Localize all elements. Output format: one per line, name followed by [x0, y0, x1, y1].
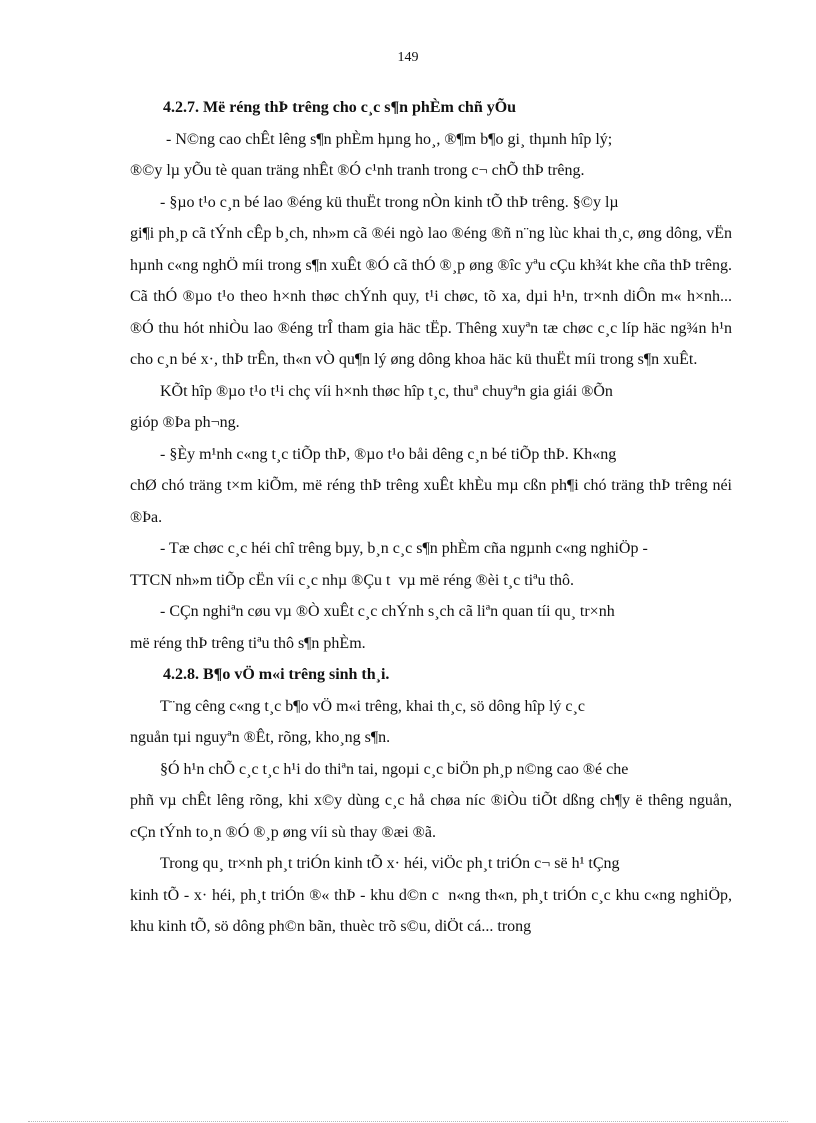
document-body — [130, 92, 732, 943]
paragraph-first-line: Trong qu¸ tr×nh ph¸t triÓn kinh tÕ x· héi, viÖc ph¸t triÓn c¬ së h¹ tÇng — [160, 855, 620, 872]
section-heading-4-2-8: 4.2.8. B¶o vÖ m«i trêng sinh th¸i. — [163, 666, 390, 683]
paragraph — [160, 596, 732, 628]
paragraph-first-line: KÕt hîp ®µo t¹o t¹i chç víi h×nh thøc hîp t¸c, thuª chuyªn gia giái ®Õn — [160, 382, 613, 400]
paragraph-first-line: - §Èy m¹nh c«ng t¸c tiÕp thÞ, ®µo t¹o båi dêng c¸n bé tiÕp thÞ. Kh«ng — [160, 445, 617, 463]
paragraph — [160, 187, 732, 219]
paragraph — [160, 124, 732, 156]
paragraph-continuation: chØ chó träng t×m kiÕm, më réng thÞ trêng xuÊt khÈu mµ cßn ph¶i chó träng thÞ trêng néi ®Þa. — [130, 477, 732, 526]
paragraph-continuation: phñ vµ chÊt lêng rõng, khi x©y dùng c¸c hå chøa níc ®iÒu tiÕt dßng ch¶y ë thêng nguån, cÇn tÝnh to¸n ®Ó ®¸p øng víi sù thay ®æi ®ã. — [130, 792, 732, 841]
paragraph-first-line: - §µo t¹o c¸n bé lao ®éng kü thuËt trong nÒn kinh tÕ thÞ trêng. §©y lµ — [160, 193, 619, 211]
paragraph-continuation: ®©y lµ yÕu tè quan träng nhÊt ®Ó c¹nh tranh trong c¬ chÕ thÞ trêng. — [130, 162, 585, 179]
paragraph — [160, 691, 732, 723]
paragraph-continuation: më réng thÞ trêng tiªu thô s¶n phÈm. — [130, 634, 366, 652]
paragraph-continuation: nguån tµi nguyªn ®Êt, rõng, kho¸ng s¶n. — [130, 729, 391, 746]
paragraph-continuation: gióp ®Þa ph¬ng. — [130, 414, 240, 431]
paragraph-continuation: gi¶i ph¸p cã tÝnh cÊp b¸ch, nh»m cã ®éi ngò lao ®éng ®ñ n¨ng lùc khai th¸c, øng dông, vËn hµnh c«ng nghÖ míi trong s¶n xuÊt ®Ó cã thÓ ®¸p øng ®îc yªu cÇu kh¾t khe cña thÞ trêng. Cã thÓ ®µo t¹o theo h×nh thøc chÝnh quy, t¹i chøc, tõ xa, dµi h¹n, tr×nh diÔn m« h×nh... ®Ó thu hót nhiÒu lao ®éng trÎ tham gia häc tËp. Thêng xuyªn tæ chøc c¸c líp häc ng¾n h¹n cho c¸n bé x·, thÞ trÊn, th«n vÒ qu¶n lý øng dông khoa häc kü thuËt míi trong s¶n xuÊt. — [130, 225, 732, 368]
paragraph-first-line: - CÇn nghiªn cøu vµ ®Ò xuÊt c¸c chÝnh s¸ch cã liªn quan tíi qu¸ tr×nh — [160, 603, 615, 620]
paragraph — [160, 439, 732, 471]
section-heading-4-2-7: 4.2.7. Më réng thÞ trêng cho c¸c s¶n phÈm chñ yÕu — [163, 99, 517, 116]
paragraph-first-line: - Tæ chøc c¸c héi chî trêng bµy, b¸n c¸c s¶n phÈm cña ngµnh c«ng nghiÖp - — [160, 540, 648, 557]
paragraph-first-line: - N©ng cao chÊt lêng s¶n phÈm hµng ho¸, ®¶m b¶o gi¸ thµnh hîp lý; — [166, 130, 613, 148]
paragraph — [160, 533, 732, 565]
paragraph-first-line: T¨ng cêng c«ng t¸c b¶o vÖ m«i trêng, khai th¸c, sö dông hîp lý c¸c — [160, 697, 585, 715]
paragraph-continuation: TTCN nh»m tiÕp cËn víi c¸c nhµ ®Çu t vµ më réng ®èi t¸c tiªu thô. — [130, 571, 574, 589]
paragraph-continuation: kinh tÕ - x· héi, ph¸t triÓn ®« thÞ - khu d©n c n«ng th«n, ph¸t triÓn c¸c khu c«ng nghiÖp, khu kinh tÕ, sö dông ph©n bãn, thuèc trõ s©u, diÖt cá... trong — [130, 886, 732, 935]
page-bottom-divider — [28, 1121, 788, 1122]
paragraph-first-line: §Ó h¹n chÕ c¸c t¸c h¹i do thiªn tai, ngoµi c¸c biÖn ph¸p n©ng cao ®é che — [160, 760, 629, 778]
paragraph — [160, 848, 732, 880]
paragraph — [160, 754, 732, 786]
paragraph — [160, 376, 732, 408]
page-number: 149 — [397, 50, 419, 65]
